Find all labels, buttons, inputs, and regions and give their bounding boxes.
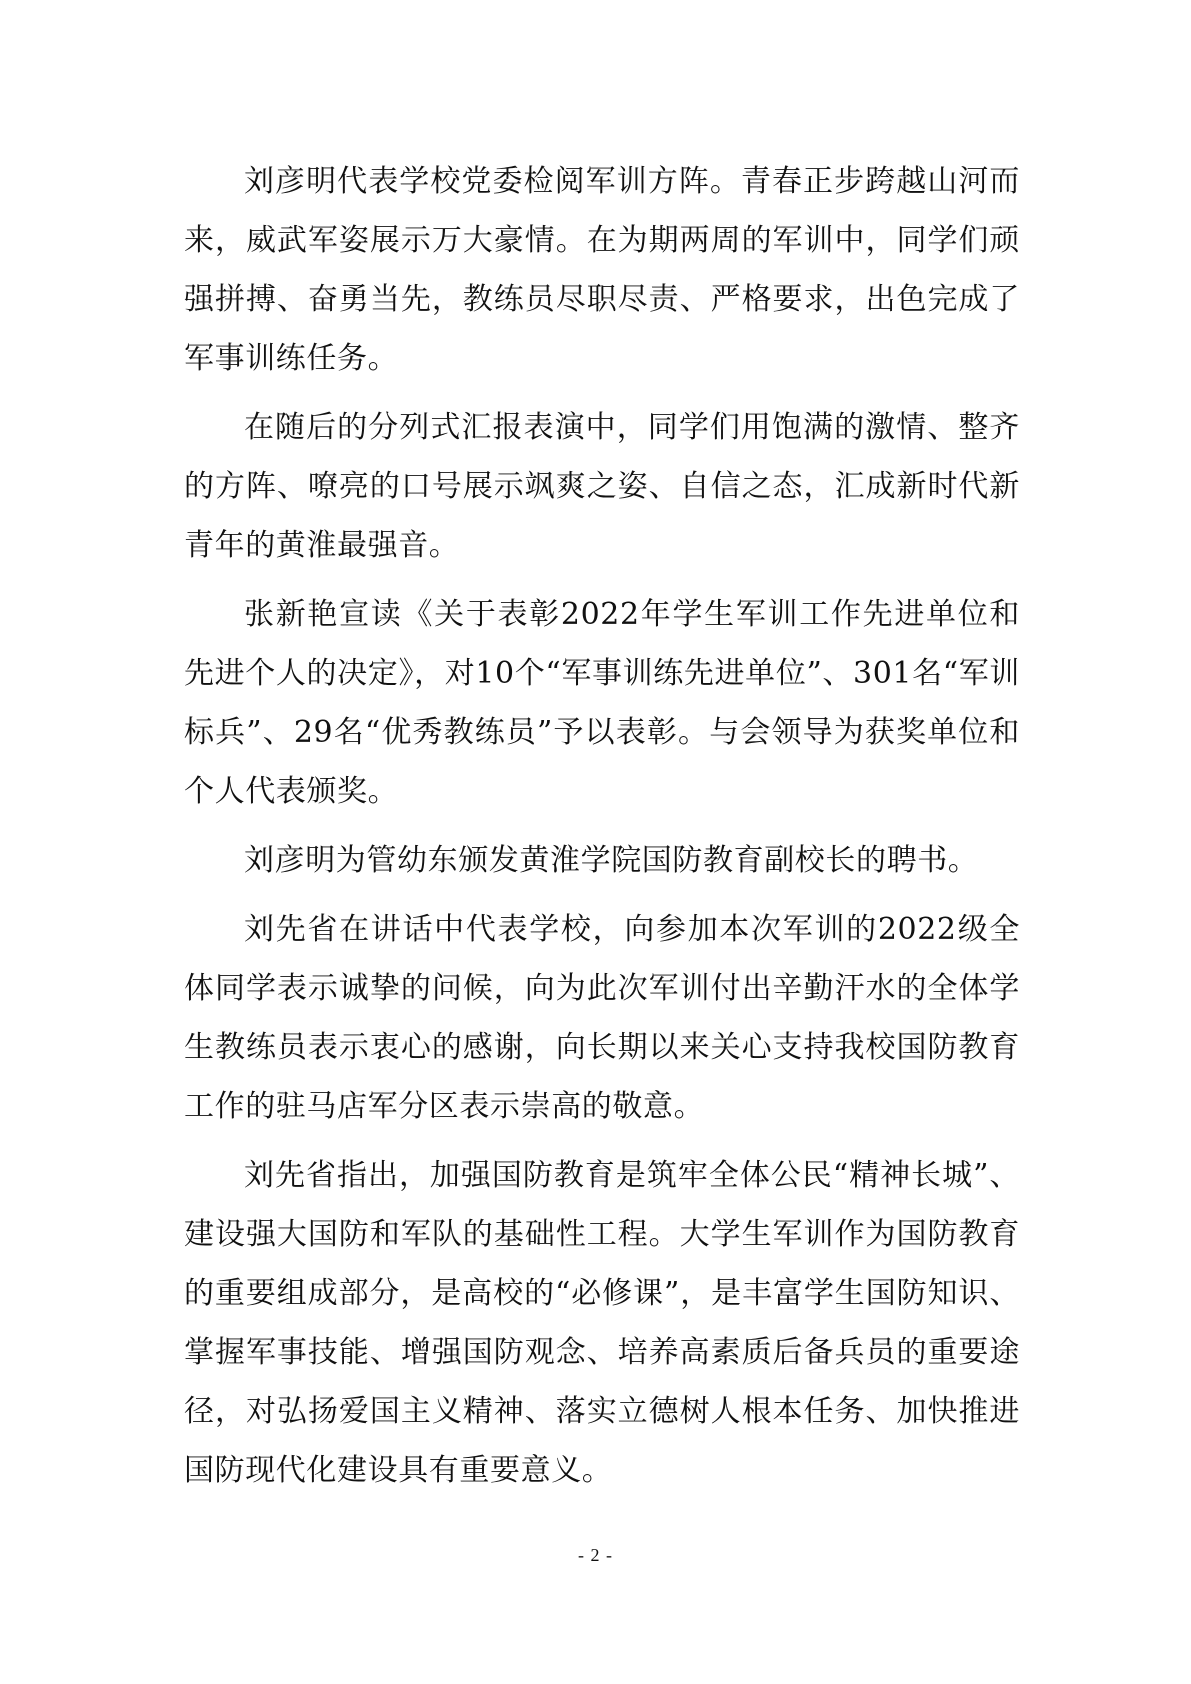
paragraph-speech: 刘先省在讲话中代表学校，向参加本次军训的2022级全体同学表示诚挚的问候，向为此次军训付出辛勤汗水的全体学生教练员表示衷心的感谢，向长期以来关心支持我校国防教育工作的驻马店军分区表示崇高的敬意。	[184, 912, 1020, 1124]
paragraph-appointment: 刘彦明为管幼东颁发黄淮学院国防教育副校长的聘书。	[244, 843, 979, 878]
paragraph-commendation: 张新艳宣读《关于表彰2022年学生军训工作先进单位和先进个人的决定》，对10个“军事训练先进单位”、301名“军训标兵”、29名“优秀教练员”予以表彰。与会领导为获奖单位和个人代表颁奖。	[184, 597, 1020, 809]
paragraph-parade: 在随后的分列式汇报表演中，同学们用饱满的激情、整齐的方阵、嘹亮的口号展示飒爽之姿、自信之态，汇成新时代新青年的黄淮最强音。	[184, 410, 1020, 563]
paragraph-significance: 刘先省指出，加强国防教育是筑牢全体公民“精神长城”、建设强大国防和军队的基础性工程。大学生军训作为国防教育的重要组成部分，是高校的“必修课”，是丰富学生国防知识、掌握军事技能、增强国防观念、培养高素质后备兵员的重要途径，对弘扬爱国主义精神、落实立德树人根本任务、加快推进国防现代化建设具有重要意义。	[184, 1158, 1020, 1488]
paragraph-review: 刘彦明代表学校党委检阅军训方阵。青春正步跨越山河而来，威武军姿展示万大豪情。在为期两周的军训中，同学们顽强拼搏、奋勇当先，教练员尽职尽责、严格要求，出色完成了军事训练任务。	[184, 164, 1020, 376]
page-number: - 2 -	[578, 1545, 613, 1565]
body-text	[184, 152, 1020, 1510]
